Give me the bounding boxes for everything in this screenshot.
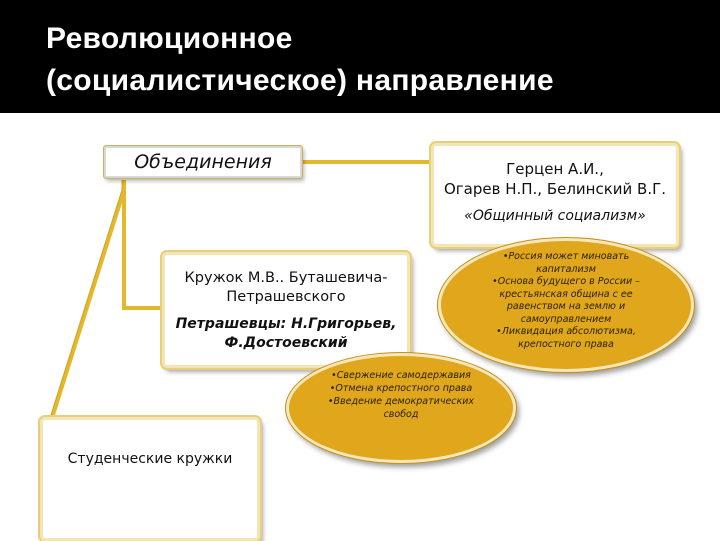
herzen-idea-7: •Ликвидация абсолютизма, bbox=[496, 326, 636, 337]
unions-label: Объединения bbox=[134, 151, 272, 173]
kruzhok-idea-1: •Свержение самодержавия bbox=[331, 370, 471, 381]
connector-to-kruzhok bbox=[124, 188, 162, 308]
herzen-idea-5: равенством на землю и bbox=[506, 301, 626, 312]
herzen-line-1: Герцен А.И., bbox=[506, 160, 604, 178]
kruzhok-idea-3: •Введение демократических bbox=[327, 396, 475, 407]
herzen-idea-1: •Россия может миновать bbox=[502, 251, 630, 262]
herzen-idea-4: крестьянская община с ее bbox=[499, 288, 633, 300]
herzen-idea-8: крепостного права bbox=[518, 338, 614, 350]
herzen-idea-3: •Основа будущего в России – bbox=[492, 276, 640, 287]
unions-label-box bbox=[104, 146, 302, 178]
students-label: Студенческие кружки bbox=[67, 451, 233, 467]
herzen-line-2: Огарев Н.П., Белинский В.Г. bbox=[443, 180, 667, 198]
herzen-line-3: «Общинный социализм» bbox=[464, 208, 646, 224]
kruzhok-ideas-oval bbox=[286, 353, 516, 463]
herzen-box bbox=[431, 143, 679, 247]
kruzhok-box bbox=[162, 252, 410, 368]
kruzhok-idea-2: •Отмена крепостного права bbox=[329, 383, 473, 394]
kruzhok-line-3: Петрашевцы: Н.Григорьев, bbox=[175, 316, 397, 332]
kruzhok-line-1: Кружок М.В.. Буташевича- bbox=[184, 270, 388, 286]
slide-title-line-2: (социалистическое) направление bbox=[46, 64, 554, 97]
herzen-ideas-oval bbox=[438, 238, 694, 372]
kruzhok-line-2: Петрашевского bbox=[226, 289, 346, 305]
herzen-idea-2: капитализм bbox=[536, 263, 596, 275]
slide-title-line-1: Революционное bbox=[46, 22, 293, 55]
students-box bbox=[40, 417, 260, 541]
kruzhok-idea-4: свобод bbox=[383, 409, 419, 420]
kruzhok-line-4: Ф.Достоевский bbox=[224, 335, 348, 351]
herzen-idea-6: самоуправлением bbox=[520, 313, 612, 325]
